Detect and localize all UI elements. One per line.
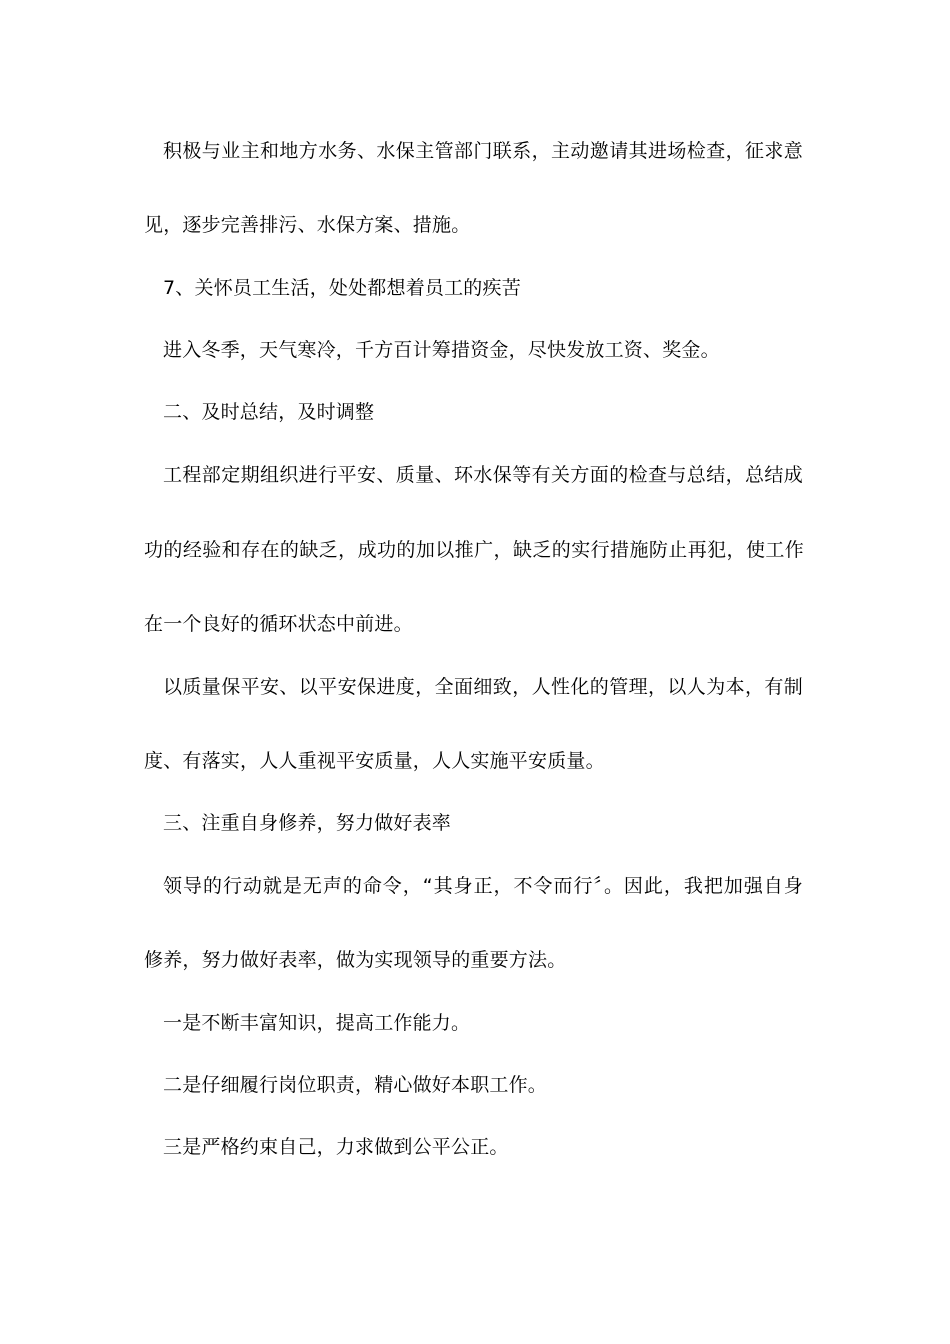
paragraph-line: 在一个良好的循环状态中前进。 xyxy=(144,613,413,635)
paragraph-line: 度、有落实，人人重视平安质量，人人实施平安质量。 xyxy=(144,750,605,772)
paragraph-line: 功的经验和存在的缺乏，成功的加以推广，缺乏的实行措施防止再犯，使工作 xyxy=(144,539,804,561)
list-item: 二是仔细履行岗位职责，精心做好本职工作。 xyxy=(163,1074,548,1096)
paragraph-line: 见，逐步完善排污、水保方案、措施。 xyxy=(144,214,471,236)
list-item: 一是不断丰富知识，提高工作能力。 xyxy=(163,1012,471,1034)
section-heading: 7、关怀员工生活，处处都想着员工的疾苦 xyxy=(163,277,521,299)
section-heading: 二、及时总结，及时调整 xyxy=(163,401,375,423)
paragraph-line: 工程部定期组织进行平安、质量、环水保等有关方面的检查与总结，总结成 xyxy=(163,464,803,486)
paragraph-line: 进入冬季，天气寒冷，千方百计筹措资金，尽快发放工资、奖金。 xyxy=(163,339,720,361)
paragraph-line: 领导的行动就是无声的命令，“其身正，不令而行〞。因此，我把加强自身 xyxy=(163,875,803,897)
section-heading: 三、注重自身修养，努力做好表率 xyxy=(163,812,452,834)
list-item: 三是严格约束自己，力求做到公平公正。 xyxy=(163,1136,509,1158)
paragraph-line: 以质量保平安、以平安保进度，全面细致，人性化的管理，以人为本，有制 xyxy=(163,676,803,698)
paragraph-line: 修养，努力做好表率，做为实现领导的重要方法。 xyxy=(144,949,567,971)
paragraph-line: 积极与业主和地方水务、水保主管部门联系，主动邀请其进场检查，征求意 xyxy=(163,140,803,162)
